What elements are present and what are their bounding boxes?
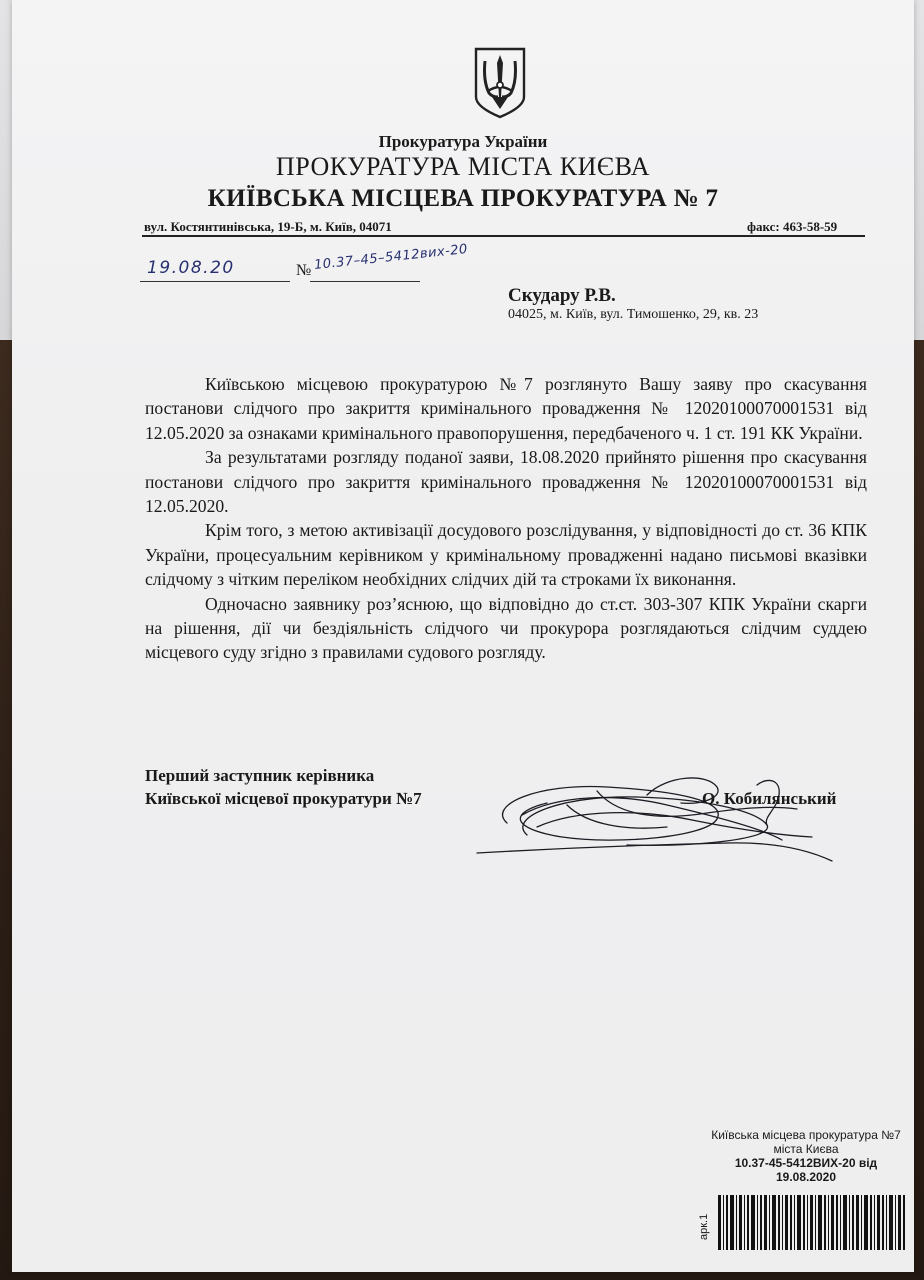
recipient-name: Скудару Р.В. — [508, 285, 616, 306]
letter-page — [12, 0, 914, 1272]
outgoing-number: 10.37–45–5412вих-20 — [313, 241, 469, 273]
stamp-line-3: 10.37-45-5412ВИХ-20 від — [734, 1156, 878, 1170]
body-paragraph-3: Крім того, з метою активізації досудового розслідування, у відповідності до ст. 36 КПК України, процесуальним керівником у кримінальному провадженні надано письмові вказівки слідчому з чітким переліком необхідних слідчих дій та строками їх виконання. — [145, 520, 867, 590]
signatory-title-1: Перший заступник керівника — [145, 766, 375, 785]
body-paragraph-1: Київською місцевою прокуратурою №7 розглянуто Вашу заяву про скасування постанови слідчого про закриття кримінального провадження № 12020100070001531 від 12.05.2020 за ознаками кримінального правопорушення, передбаченого ч. 1 ст. 191 КК України. — [145, 374, 867, 443]
stamp-line-4: 19.08.2020 — [775, 1170, 837, 1184]
body-paragraph-2: За результатами розгляду поданої заяви, 18.08.2020 прийнято рішення про скасування постанови слідчого про закриття кримінального провадження № 12020100070001531 від 12.05.2020. — [145, 447, 867, 517]
letterhead-line-2: ПРОКУРАТУРА МІСТА КИЄВА — [275, 152, 651, 181]
stamp-line-1: Київська місцева прокуратура №7 — [711, 1128, 901, 1142]
trident-emblem-icon — [472, 45, 528, 119]
letterhead-address: вул. Костянтинівська, 19-Б, м. Київ, 04071 — [144, 219, 392, 234]
number-underline — [310, 281, 420, 282]
letterhead-fax: факс: 463-58-59 — [747, 219, 838, 234]
stamp-line-2: міста Києва — [773, 1142, 839, 1156]
letterhead-line-1: Прокуратура України — [378, 132, 548, 151]
header-rule — [142, 235, 865, 237]
signatory-name: О. Кобилянський — [702, 789, 837, 808]
handwritten-signature — [467, 765, 837, 870]
signatory-title-2: Київської місцевої прокуратури №7 — [145, 789, 422, 808]
barcode-icon — [718, 1195, 908, 1250]
outgoing-date: 19.08.20 — [147, 258, 235, 278]
date-underline — [140, 281, 290, 282]
registration-stamp — [696, 1128, 916, 1184]
number-sign: № — [296, 262, 312, 279]
letterhead-line-3: КИЇВСЬКА МІСЦЕВА ПРОКУРАТУРА № 7 — [207, 185, 719, 212]
sheet-label: арк.1 — [698, 1213, 710, 1240]
recipient-address: 04025, м. Київ, вул. Тимошенко, 29, кв. 23 — [508, 307, 759, 322]
letter-body — [145, 372, 867, 665]
body-paragraph-4: Одночасно заявнику роз’яснюю, що відповідно до ст.ст. 303-307 КПК України скарги на рішення, дії чи бездіяльність слідчого чи прокурора розглядаються слідчим суддею місцевого суду згідно з правилами судового розгляду. — [145, 593, 867, 663]
